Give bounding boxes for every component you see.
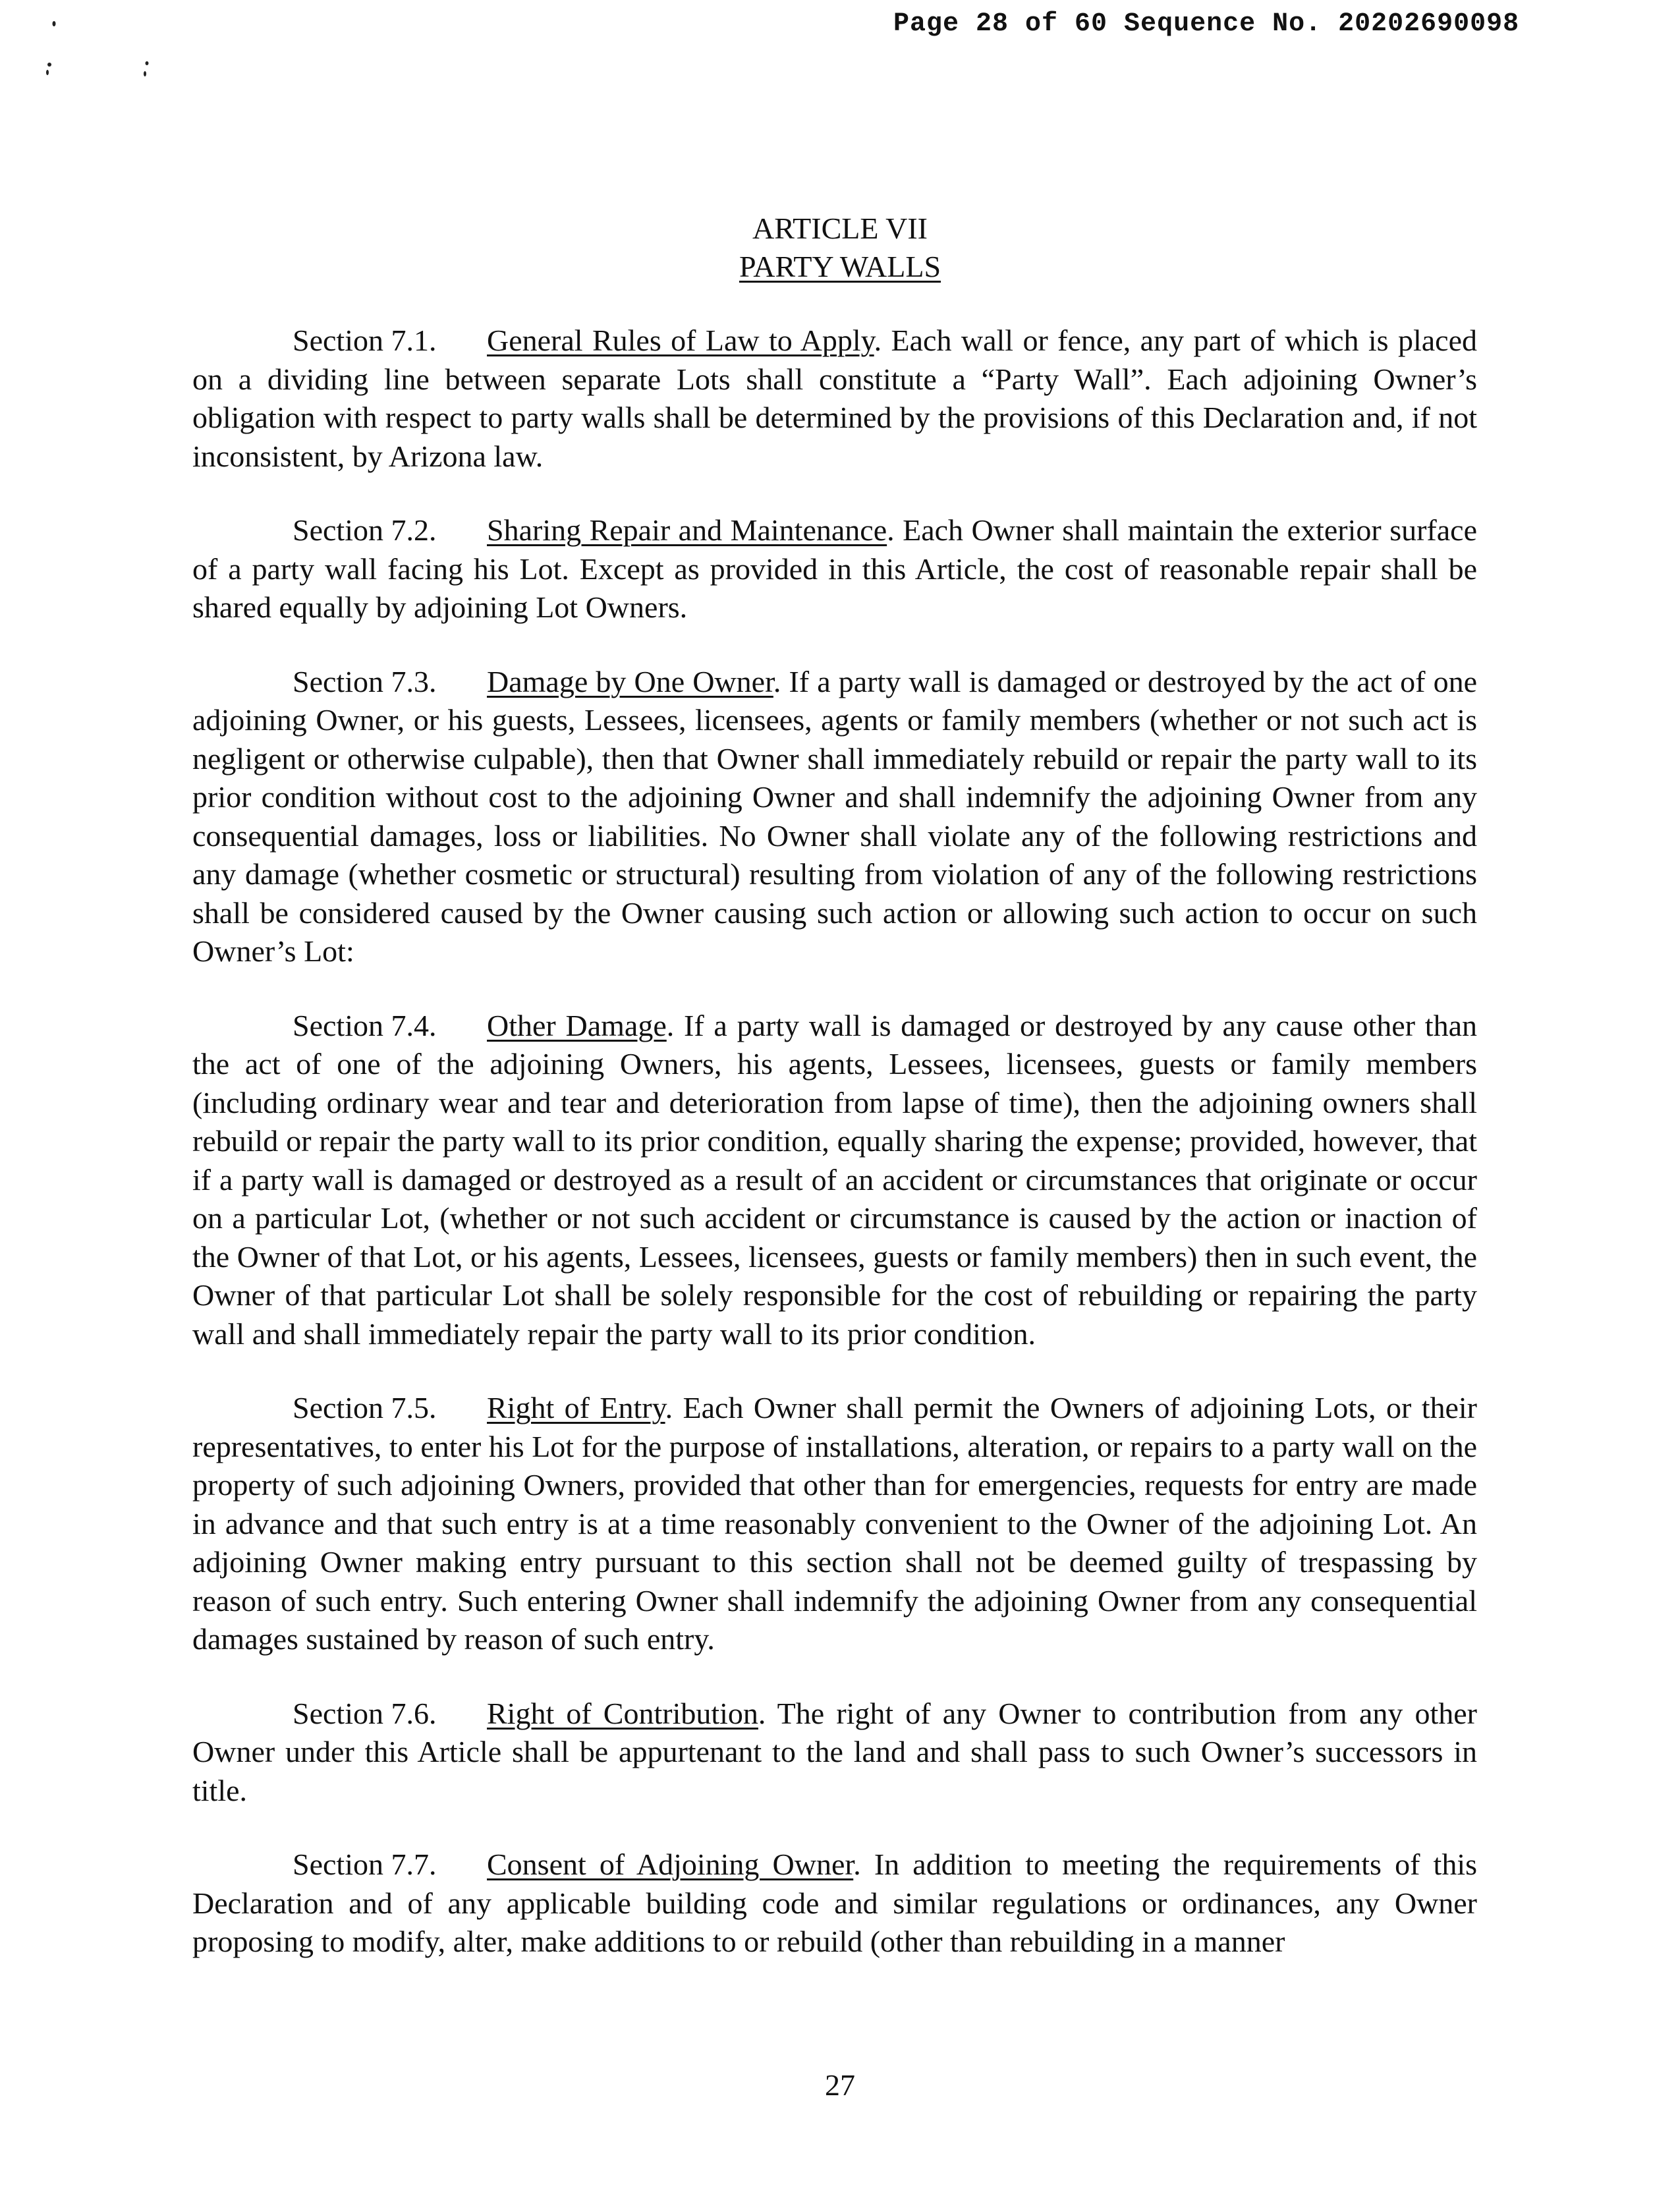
section-number: Section 7.3. (293, 664, 437, 698)
section-heading: Right of Entry (487, 1391, 665, 1424)
section-heading: Damage by One Owner (487, 664, 773, 698)
section-heading: Right of Contribution (487, 1696, 758, 1730)
section-body: . If a party wall is damaged or destroyed by the act of one adjoining Owner, or his guests, Lessees, licensees, agents or family members (whether or not such act is negligent or otherwise culpable), then that Owner shall immediately rebuild or repair the party wall to its prior condition without cost to the adjoining Owner and shall indemnify the adjoining Owner from any consequential damages, loss or liabilities. No Owner shall violate any of the following restrictions and any damage (whether cosmetic or structural) resulting from violation of any of the following restrictions shall be considered caused by the Owner causing such action or allowing such action to occur on such Owner’s Lot: (192, 664, 1477, 968)
section-body: . Each Owner shall maintain the exterior surface of a party wall facing his Lot. Except as provided in this Article, the cost of reasonable repair shall be shared equally by adjoining Lot Owners. (192, 513, 1477, 624)
section-7-4 (192, 1007, 1477, 1354)
section-7-7 (192, 1846, 1477, 1961)
section-number: Section 7.2. (293, 513, 437, 547)
article-number: ARTICLE VII (752, 211, 928, 245)
section-number: Section 7.5. (293, 1391, 437, 1424)
section-body: . If a party wall is damaged or destroyed by any cause other than the act of one of the adjoining Owners, his agents, Lessees, licensees, guests or family members (including ordinary wear and tear and deterioration from lapse of time), then the adjoining owners shall rebuild or repair the party wall to its prior condition, equally sharing the expense; provided, however, that if a party wall is damaged or destroyed as a result of an accident or circumstances that originate or occur on a particular Lot, (whether or not such accident or circumstance is caused by the action or inaction of the Owner of that Lot, or his agents, Lessees, licensees, guests or family members) then in such event, the Owner of that particular Lot shall be solely responsible for the cost of rebuilding or repairing the party wall and shall immediately repair the party wall to its prior condition. (192, 1008, 1477, 1351)
section-7-2 (192, 511, 1477, 627)
section-7-3 (192, 663, 1477, 971)
section-body: . Each Owner shall permit the Owners of adjoining Lots, or their representatives, to enter his Lot for the purpose of installations, alteration, or repairs to a party wall on the property of such adjoining Owners, provided that other than for emergencies, requests for entry are made in advance and that such entry is at a time reasonably convenient to the Owner of the adjoining Lot. An adjoining Owner making entry pursuant to this section shall not be deemed guilty of trespassing by reason of such entry. Such entering Owner shall indemnify the adjoining Owner from any consequential damages sustained by reason of such entry. (192, 1391, 1477, 1656)
article-title: PARTY WALLS (739, 250, 941, 283)
section-7-5 (192, 1389, 1477, 1659)
recording-header: Page 28 of 60 Sequence No. 20202690098 (893, 9, 1520, 39)
section-heading: Other Damage (487, 1008, 667, 1042)
page-number: 27 (825, 2068, 855, 2102)
section-number: Section 7.4. (293, 1008, 437, 1042)
article-heading (0, 210, 1680, 286)
scan-specks (26, 13, 171, 86)
section-number: Section 7.1. (293, 324, 437, 357)
section-number: Section 7.7. (293, 1847, 437, 1881)
section-7-6 (192, 1695, 1477, 1811)
document-body (192, 322, 1477, 1997)
section-heading: Consent of Adjoining Owner (487, 1847, 854, 1881)
section-number: Section 7.6. (293, 1696, 437, 1730)
section-7-1 (192, 322, 1477, 476)
section-body: . Each wall or fence, any part of which is placed on a dividing line between separate Lots shall constitute a “Party Wall”. Each adjoining Owner’s obligation with respect to party walls shall be determined by the provisions of this Declaration and, if not inconsistent, by Arizona law. (192, 324, 1477, 473)
section-heading: Sharing Repair and Maintenance (487, 513, 887, 547)
section-body: . The right of any Owner to contribution from any other Owner under this Article shall be appurtenant to the land and shall pass to such Owner’s successors in title. (192, 1696, 1477, 1807)
section-heading: General Rules of Law to Apply (487, 324, 874, 357)
section-body: . In addition to meeting the requirements of this Declaration and of any applicable building code and similar regulations or ordinances, any Owner proposing to modify, alter, make additions to or rebuild (other than rebuilding in a manner (192, 1847, 1478, 1958)
